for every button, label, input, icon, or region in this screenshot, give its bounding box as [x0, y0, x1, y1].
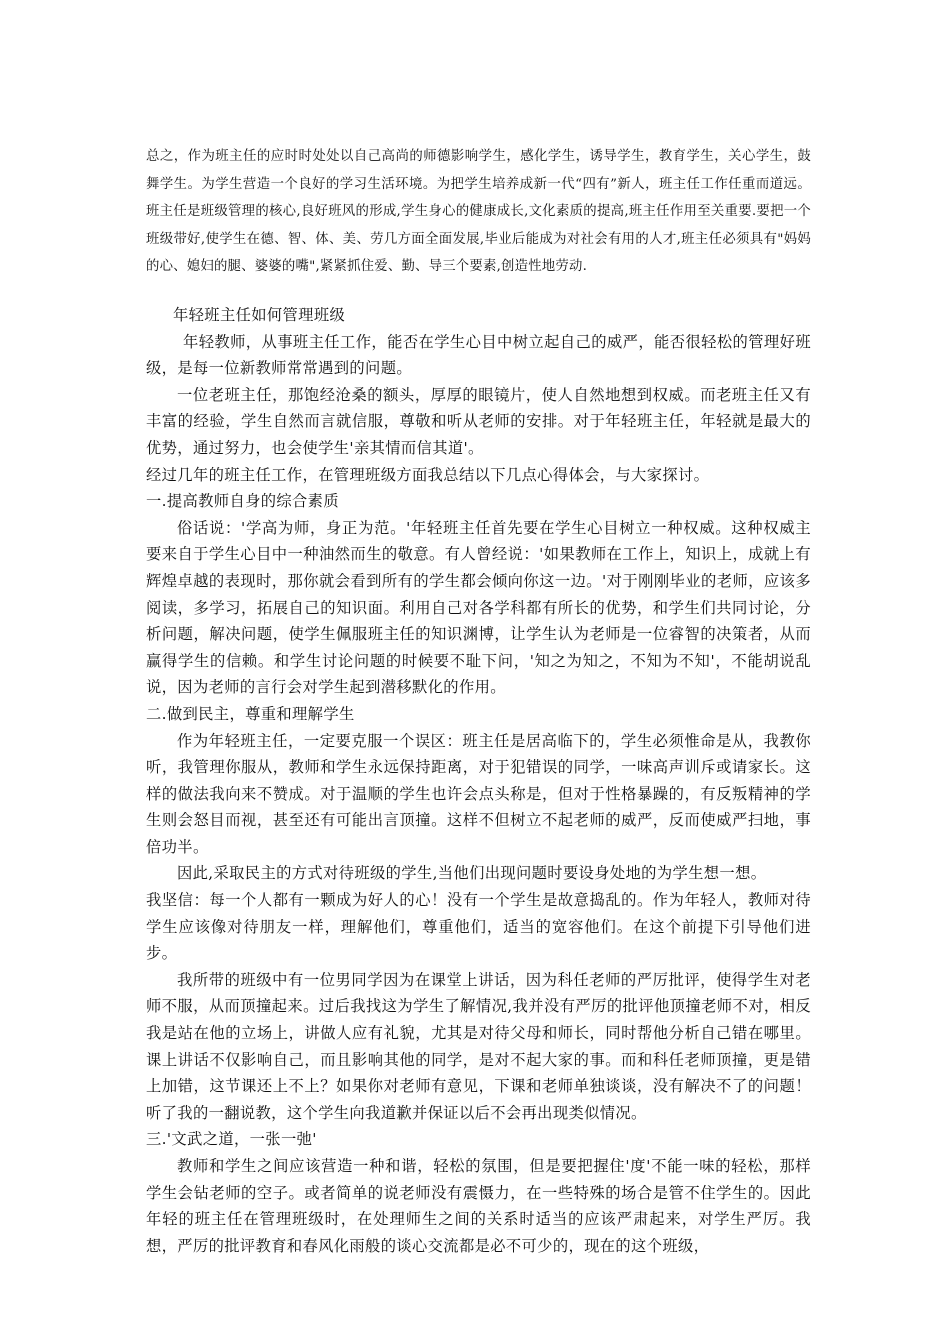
intro-paragraph: 总之，作为班主任的应时时处处以自己高尚的师德影响学生，感化学生，诱导学生，教育学生，关心学生，鼓舞学生。为学生营造一个良好的学习生活环境。为把学生培养成新一代“四有”新人，班主任工作任重而道远。班主任是班级管理的核心,良好班风的形成,学生身心的健康成长,文化素质的提高,班主任作用至关重要.要把一个班级带好,使学生在德、智、体、美、劳几方面全面发展,毕业后能成为对社会有用的人才,班主任必须具有"妈妈的心、媳妇的腿、婆婆的嘴",紧紧抓住爱、勤、导三个要素,创造性地劳动.: [146, 149, 811, 274]
paragraph: 经过几年的班主任工作，在管理班级方面我总结以下几点心得体会，与大家探讨。: [146, 465, 710, 484]
paragraph: 我坚信：每一个人都有一颗成为好人的心！没有一个学生是故意捣乱的。作为年轻人，教师对待学生应该像对待朋友一样，理解他们，尊重他们，适当的宽容他们。在这个前提下引导他们进步。: [146, 891, 811, 963]
article-title: 年轻班主任如何管理班级: [173, 306, 346, 324]
paragraph: 年轻教师，从事班主任工作，能否在学生心目中树立起自己的威严，能否很轻松的管理好班级，是每一位新教师常常遇到的问题。: [146, 332, 811, 378]
paragraph: 俗话说：'学高为师，身正为范。'年轻班主任首先要在学生心目树立一种权威。这种权威主要来自于学生心目中一种油然而生的敬意。有人曾经说：'如果教师在工作上，知识上，成就上有辉煌卓越的表现时，那你就会看到所有的学生都会倾向你这一边。'对于刚刚毕业的老师，应该多阅读，多学习，拓展自己的知识面。利用自己对各学科都有所长的优势，和学生们共同讨论，分析问题，解决问题，使学生佩服班主任的知识渊博，让学生认为老师是一位睿智的决策者，从而赢得学生的信赖。和学生讨论问题的时候要不耻下问，'知之为知之，不知为不知'，不能胡说乱说，因为老师的言行会对学生起到潜移默化的作用。: [146, 518, 811, 697]
section-heading: 三.'文武之道，一张一弛': [146, 1130, 317, 1149]
paragraph: 作为年轻班主任，一定要克服一个误区：班主任是居高临下的，学生必须惟命是从，我教你听，我管理你服从，教师和学生永远保持距离，对于犯错误的同学，一味高声训斥或请家长。这样的做法我向来不赞成。对于温顺的学生也许会点头称是，但对于性格暴躁的，有反叛精神的学生则会怒目而视，甚至还有可能出言顶撞。这样不但树立不起老师的威严，反而使威严扫地，事倍功半。: [146, 731, 811, 856]
section-heading: 二.做到民主，尊重和理解学生: [146, 704, 355, 723]
paragraph: 因此,采取民主的方式对待班级的学生,当他们出现问题时要设身处地的为学生想一想。: [177, 864, 767, 883]
article-body: [146, 302, 811, 1259]
section-heading: 一.提高教师自身的综合素质: [146, 492, 339, 511]
paragraph: 教师和学生之间应该营造一种和谐，轻松的氛围，但是要把握住'度'不能一味的轻松，那样学生会钻老师的空子。或者简单的说老师没有震慑力，在一些特殊的场合是管不住学生的。因此年轻的班主任在管理班级时，在处理师生之间的关系时适当的应该严肃起来，对学生严厉。我想，严厉的批评教育和春风化雨般的谈心交流都是必不可少的，现在的这个班级，: [146, 1157, 811, 1255]
paragraph: 我所带的班级中有一位男同学因为在课堂上讲话，因为科任老师的严厉批评，使得学生对老师不服，从而顶撞起来。过后我找这为学生了解情况,我并没有严厉的批评他顶撞老师不对，相反我是站在他的立场上，讲做人应有礼貌，尤其是对待父母和师长，同时帮他分析自己错在哪里。课上讲话不仅影响自己，而且影响其他的同学，是对不起大家的事。而和科任老师顶撞，更是错上加错，这节课还上不上？如果你对老师有意见，下课和老师单独谈谈，没有解决不了的问题！听了我的一翻说教，这个学生向我道歉并保证以后不会再出现类似情况。: [146, 970, 811, 1122]
paragraph: 一位老班主任，那饱经沧桑的额头，厚厚的眼镜片，使人自然地想到权威。而老班主任又有丰富的经验，学生自然而言就信服，尊敬和听从老师的安排。对于年轻班主任，年轻就是最大的优势，通过努力，也会使学生'亲其情而信其道'。: [146, 385, 811, 457]
